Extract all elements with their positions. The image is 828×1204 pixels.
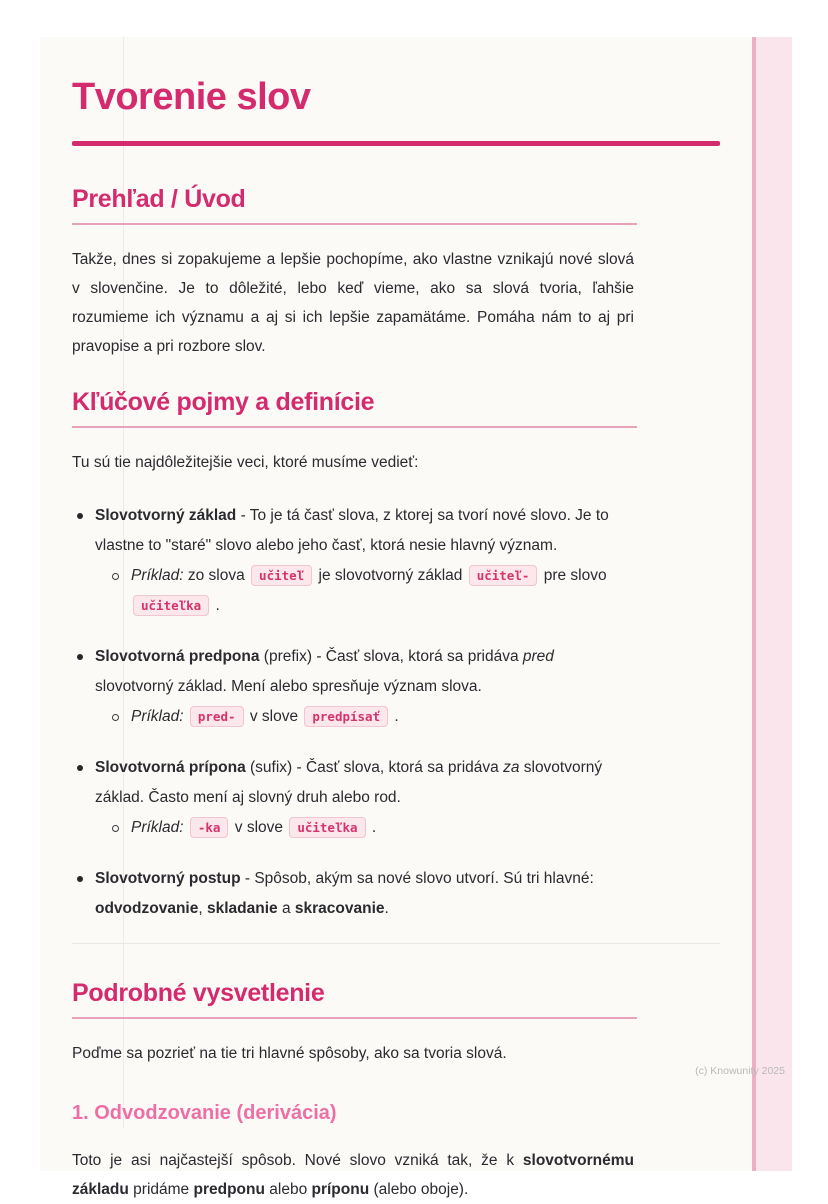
page-title: Tvorenie slov bbox=[72, 76, 311, 118]
bullet-icon bbox=[77, 654, 83, 660]
circle-bullet-icon bbox=[112, 573, 119, 580]
list-item-text: Slovotvorný základ - To je tá časť slova, z ktorej sa tvorí nové slovo. Je to vlastne to "staré" slovo alebo jeho časť, ktorá nesie hlavný význam. bbox=[95, 507, 609, 554]
detail-intro: Poďme sa pozrieť na tie tri hlavné spôsoby, ako sa tvoria slová. bbox=[72, 1045, 507, 1062]
heading-underline bbox=[72, 223, 637, 225]
subsection-heading: 1. Odvodzovanie (derivácia) bbox=[72, 1102, 337, 1124]
concepts-list bbox=[72, 501, 634, 924]
section-overview bbox=[72, 184, 720, 361]
section-concepts bbox=[72, 387, 720, 924]
side-stripe bbox=[752, 37, 792, 1171]
example-text: Príklad: -ka v slove učiteľka . bbox=[131, 819, 377, 836]
heading-underline bbox=[72, 426, 637, 428]
watermark: (c) Knowunity 2025 bbox=[695, 1065, 785, 1077]
overview-paragraph: Takže, dnes si zopakujeme a lepšie pochopíme, ako vlastne vznikajú nové slová v slovenčine. Je to dôležité, lebo keď vieme, ako sa slová tvoria, ľahšie rozumieme ich významu a aj si ich lepšie zapamätáme. Pomáha nám to aj pri pravopise a pri rozbore slov. bbox=[72, 251, 634, 355]
example-item bbox=[110, 561, 634, 621]
list-item-text: Slovotvorná predpona (prefix) - Časť slova, ktorá sa pridáva pred slovotvorný základ. Mení alebo spresňuje význam slova. bbox=[95, 648, 554, 695]
bullet-icon bbox=[77, 876, 83, 882]
section-detail bbox=[72, 978, 720, 1204]
bullet-icon bbox=[77, 513, 83, 519]
example-text: Príklad: zo slova učiteľ je slovotvorný základ učiteľ- pre slovo učiteľka . bbox=[131, 567, 607, 614]
list-item bbox=[72, 501, 634, 621]
section-detail-heading: Podrobné vysvetlenie bbox=[72, 979, 325, 1007]
circle-bullet-icon bbox=[112, 714, 119, 721]
bullet-icon bbox=[77, 765, 83, 771]
list-item-text: Slovotvorný postup - Spôsob, akým sa nové slovo utvorí. Sú tri hlavné: odvodzovanie, skladanie a skracovanie. bbox=[95, 870, 594, 917]
concepts-intro: Tu sú tie najdôležitejšie veci, ktoré musíme vedieť: bbox=[72, 454, 419, 471]
title-rule bbox=[72, 141, 720, 146]
list-item bbox=[72, 864, 634, 924]
list-item bbox=[72, 642, 634, 732]
document-page bbox=[40, 37, 792, 1198]
section-concepts-heading: Kľúčové pojmy a definície bbox=[72, 388, 375, 416]
circle-bullet-icon bbox=[112, 825, 119, 832]
section-divider bbox=[72, 943, 720, 944]
heading-underline bbox=[72, 1017, 637, 1019]
example-text: Príklad: pred- v slove predpísať . bbox=[131, 708, 399, 725]
example-item bbox=[110, 813, 634, 843]
list-item-text: Slovotvorná prípona (sufix) - Časť slova, ktorá sa pridáva za slovotvorný základ. Často mení aj slovný druh alebo rod. bbox=[95, 759, 603, 806]
section-overview-heading: Prehľad / Úvod bbox=[72, 185, 246, 213]
page-content bbox=[72, 63, 720, 1204]
example-item bbox=[110, 702, 634, 732]
list-item bbox=[72, 753, 634, 843]
detail-paragraph: Toto je asi najčastejší spôsob. Nové slovo vzniká tak, že k slovotvornému základu pridáme predponu alebo príponu (alebo oboje). bbox=[72, 1152, 634, 1198]
